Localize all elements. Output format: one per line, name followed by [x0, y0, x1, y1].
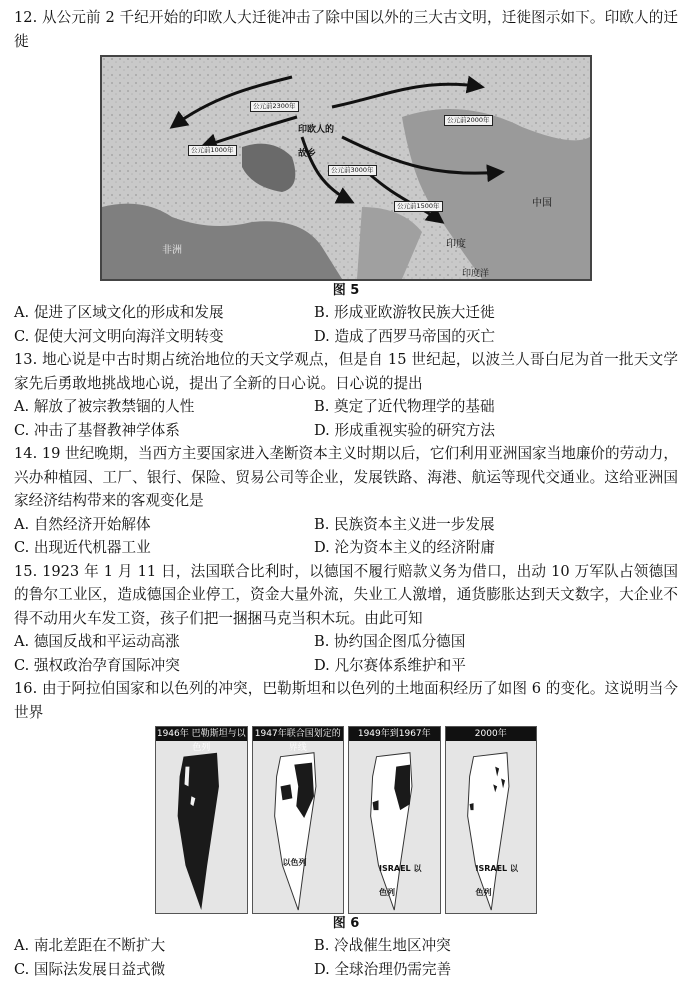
figure-6 [14, 726, 678, 914]
q14-option-c: C. 出现近代机器工业 [14, 539, 151, 556]
q12-option-d: D. 造成了西罗马帝国的灭亡 [314, 327, 495, 345]
date-1000-label: 公元前1000年 [188, 145, 237, 156]
india-label: 印度 [446, 239, 466, 250]
date-1500-label: 公元前1500年 [394, 201, 443, 212]
africa-label: 非洲 [162, 245, 182, 256]
exam-page [14, 6, 678, 981]
q16-stem: 16. 由于阿拉伯国家和以色列的冲突，巴勒斯坦和以色列的土地面积经历了如图 6 的变化。这说明当今世界 [14, 680, 678, 721]
panel-2000-label: ISRAEL 以色列 [475, 864, 518, 897]
q15-stem: 15. 1923 年 1 月 11 日，法国联合比利时，以德国不履行赔款义务为借口，出动 10 万军队占领德国的鲁尔工业区，造成德国企业停工，资金大量外流，失业工人激增，通货膨胀达到天文数字，大企业不得不动用火车发工资，孩子们把一捆捆马克当积木玩。由此可知 [14, 562, 678, 627]
figure-5 [14, 55, 678, 281]
china-label: 中国 [532, 198, 552, 209]
q14-options [14, 513, 678, 560]
figure-6-caption: 图 6 [332, 916, 360, 931]
migration-map [100, 55, 592, 281]
q14-stem: 14. 19 世纪晚期，当西方主要国家进入垄断资本主义时期以后，它们利用亚洲国家当地廉价的劳动力，兴办种植园、工厂、银行、保险、贸易公司等企业，发展铁路、海港、航运等现代交通业。这给亚洲国家经济结构带来的客观变化是 [14, 445, 678, 509]
q15-option-a: A. 德国反战和平运动高涨 [14, 633, 180, 650]
q15-option-b: B. 协约国企图瓜分德国 [314, 633, 466, 650]
panel-2000-title: 2000年 [446, 727, 537, 741]
q13-options [14, 395, 678, 442]
date-2000-label: 公元前2000年 [444, 115, 493, 126]
map-panel-1949-1967 [348, 726, 441, 914]
date-3000-label: 公元前3000年 [328, 165, 377, 176]
q13-option-a: A. 解放了被宗教禁锢的人性 [14, 398, 195, 415]
map-panel-1946 [155, 726, 248, 914]
q12-options [14, 301, 678, 348]
q12-option-c: C. 促使大河文明向海洋文明转变 [14, 327, 224, 345]
q16-option-c: C. 国际法发展日益式微 [14, 960, 166, 978]
map-panel-2000 [445, 726, 538, 914]
q12-option-a: A. 促进了区域文化的形成和发展 [14, 304, 224, 321]
map-panel-1947 [252, 726, 345, 914]
q15-option-c: C. 强权政治孕育国际冲突 [14, 656, 180, 674]
q14-option-a: A. 自然经济开始解体 [14, 515, 151, 533]
q15-options [14, 630, 678, 677]
q13-option-b: B. 奠定了近代物理学的基础 [314, 398, 495, 415]
panel-1947-title: 1947年联合国划定的界线 [253, 727, 344, 741]
q13-option-c: C. 冲击了基督教神学体系 [14, 421, 180, 439]
q16-option-a: A. 南北差距在不断扩大 [14, 937, 166, 954]
palestine-maps [155, 726, 537, 914]
panel-1949-title: 1949年到1967年 [349, 727, 440, 741]
q14-option-b: B. 民族资本主义进一步发展 [314, 515, 495, 533]
panel-1947-label: 以色列 [282, 858, 307, 867]
panel-1949-label: ISRAEL 以色列 [379, 864, 422, 897]
q13-option-d: D. 形成重视实验的研究方法 [314, 421, 495, 439]
indian-ocean-label: 印度洋 [462, 269, 490, 279]
q16-option-b: B. 冷战催生地区冲突 [314, 937, 451, 954]
q16-options [14, 934, 678, 981]
homeland-label: 印欧人的故乡 [298, 125, 335, 159]
q12-option-b: B. 形成亚欧游牧民族大迁徙 [314, 304, 495, 321]
figure-5-caption: 图 5 [332, 283, 360, 298]
q16-option-d: D. 全球治理仍需完善 [314, 960, 452, 978]
q14-option-d: D. 沦为资本主义的经济附庸 [314, 539, 495, 556]
panel-1946-title: 1946年 巴勒斯坦与以色列 [156, 729, 246, 753]
date-2300-label: 公元前2300年 [250, 101, 299, 112]
q15-option-d: D. 凡尔赛体系维护和平 [314, 656, 466, 674]
q13-stem: 13. 地心说是中古时期占统治地位的天文学观点，但是自 15 世纪起，以波兰人哥白尼为首一批天文学家先后勇敢地挑战地心说，提出了全新的日心说。日心说的提出 [14, 351, 678, 392]
q12-stem: 12. 从公元前 2 千纪开始的印欧人大迁徙冲击了除中国以外的三大古文明，迁徙图示如下。印欧人的迁徙 [14, 9, 678, 50]
